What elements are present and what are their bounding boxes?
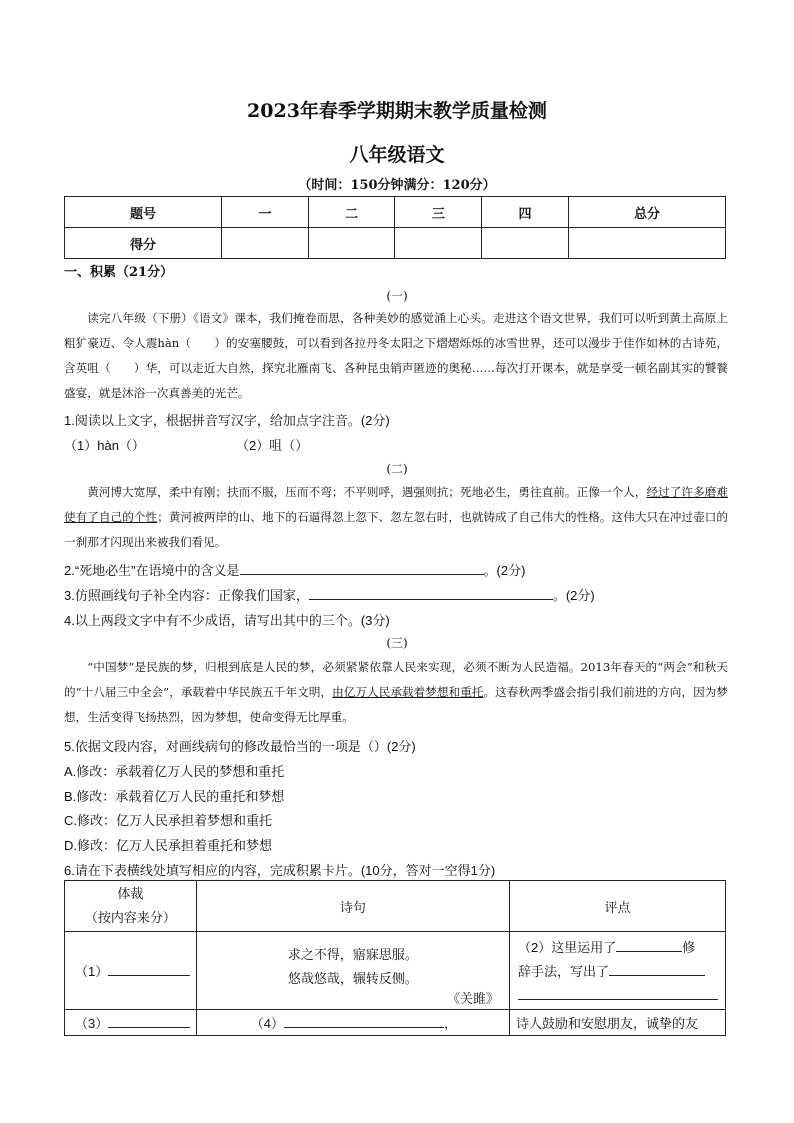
question-6: 6.请在下表横线处填写相应的内容，完成积累卡片。(10分，答对一空得1分)	[64, 863, 496, 878]
section-heading: 一、积累（21分）	[64, 265, 174, 280]
question-5: 5.依据文段内容，对画线病句的修改最恰当的一项是（）(2分)	[64, 739, 416, 754]
exam-title: 2023年春季学期期末教学质量检测	[247, 100, 547, 122]
part-tag: (一)	[386, 289, 408, 303]
poem-cell	[196, 932, 509, 1010]
blank-number: （4）	[250, 1016, 284, 1031]
passage-3-text: “中国梦”是民族的梦，归根到底是人民的梦，必须紧紧依靠人民来实现，必须不断为人民造福。2013年春天的“两会”和秋天的“十八届三中全会”，承载着中华民族五千年文明，	[64, 660, 728, 699]
answer-blank[interactable]	[309, 585, 553, 600]
exam-subtitle: 八年级语文	[349, 144, 445, 166]
score-cell: 题号	[65, 197, 222, 228]
answer-blank[interactable]	[108, 961, 190, 976]
poem-line: 悠哉悠哉，辗转反侧。	[287, 970, 418, 986]
option-b[interactable]: B.修改：承载着亿万人民的重托和梦想	[64, 789, 285, 804]
passage-2-text: 黄河博大宽厚，柔中有刚；扶而不服，压而不弯；不平则呼，遇强则抗；死地必生，勇往直前。正像一个人，	[87, 485, 647, 499]
comment-text: 辞手法，写出了	[518, 964, 610, 979]
underlined-sentence: 经过了许多磨难使有了自己的个性	[64, 485, 728, 524]
header-genre: 体裁	[117, 886, 144, 901]
score-cell: 总分	[568, 197, 725, 228]
genre-cell	[65, 1010, 197, 1036]
genre-cell	[65, 932, 197, 1010]
answer-blank[interactable]	[616, 937, 682, 952]
score-cell: 一	[222, 197, 309, 228]
question-1-part-a: （1）hàn（）	[64, 438, 145, 453]
comment-line	[518, 936, 724, 960]
poem-cell	[196, 1010, 509, 1036]
passage-2	[64, 480, 728, 555]
part-tag: (三)	[386, 636, 408, 650]
header-poem: 诗句	[196, 881, 509, 932]
comment-cell: 诗人鼓励和安慰朋友，诚挚的友	[510, 1010, 726, 1036]
question-3-text: 3.仿照画线句子补全内容：正像我们国家，	[64, 588, 309, 603]
passage-1: 读完八年级（下册）《语文》课本，我们掩卷而思，各种美妙的感觉涌上心头。走进这个语文世界，我们可以听到黄土高原上粗犷豪迈、令人震hàn（ ）的安塞腰鼓，可以看到各拉丹冬太阳之下熠熠烁烁的冰雪世界，还可以漫步于佳作如林的古诗苑，含英咀（ ）华，可以走近大自然，探究北雁南飞、各种昆虫销声匿迹的奥秘……每次打开课本，就是享受一顿名副其实的饕餮盛宴，就是沐浴一次真善美的光芒。	[64, 311, 728, 400]
header-genre-cell	[65, 881, 197, 932]
score-cell: 三	[395, 197, 482, 228]
part-tag: (二)	[386, 462, 408, 476]
comment-text: 修	[682, 940, 696, 955]
passage-3-text: 。这春秋两季盛会指引我们前进的方向，因为梦想，生活变得飞扬热烈，因为梦想，使命变得无比厚重。	[64, 685, 728, 724]
poem-source: 《关雎》	[447, 991, 500, 1006]
answer-blank[interactable]	[240, 560, 484, 575]
comment-line	[518, 960, 724, 984]
poem-line: 求之不得，寤寐思服。	[287, 946, 418, 962]
blank-number: （1）	[75, 964, 109, 979]
passage-2-text: ；黄河被两岸的山、地下的石逼得忽上忽下、忽左忽右时，也就铸成了自己伟大的性格。这伟大只在冲过壶口的一刹那才闪现出来被我们看见。	[64, 510, 728, 549]
accumulation-card-table	[64, 880, 726, 1036]
question-3	[64, 585, 595, 604]
question-2-score: 。(2分)	[483, 563, 526, 578]
score-input-cell[interactable]	[222, 228, 309, 259]
score-input-cell[interactable]	[308, 228, 395, 259]
question-1-part-b: （2）咀（）	[236, 438, 309, 453]
header-comment: 评点	[510, 881, 726, 932]
score-table-score-row	[65, 228, 726, 259]
score-input-cell[interactable]	[482, 228, 569, 259]
option-a[interactable]: A.修改：承载着亿万人民的梦想和重托	[64, 764, 285, 779]
answer-blank[interactable]	[108, 1013, 190, 1028]
question-2	[64, 560, 525, 579]
option-c[interactable]: C.修改：亿万人民承担着梦想和重托	[64, 813, 273, 828]
score-cell: 二	[308, 197, 395, 228]
answer-blank[interactable]	[609, 961, 705, 976]
score-cell: 四	[482, 197, 569, 228]
score-input-cell[interactable]	[568, 228, 725, 259]
question-2-text: 2.“死地必生”在语境中的含义是	[64, 563, 240, 578]
option-d[interactable]: D.修改：亿万人民承担着重托和梦想	[64, 838, 273, 853]
question-4: 4.以上两段文字中有不少成语，请写出其中的三个。(3分)	[64, 613, 390, 628]
card-row	[65, 1010, 726, 1036]
comment-text: （2）这里运用了	[518, 940, 617, 955]
card-header-row	[65, 881, 726, 932]
question-1: 1.阅读以上文字，根据拼音写汉字，给加点字注音。(2分)	[64, 413, 390, 428]
answer-blank[interactable]	[284, 1013, 444, 1028]
card-row	[65, 932, 726, 1010]
comment-line	[518, 984, 724, 1008]
header-genre-note: （按内容来分）	[84, 910, 176, 925]
underlined-sentence: 由亿万人民承载着梦想和重托	[332, 685, 484, 699]
time-info: （时间：150分钟满分：120分）	[298, 178, 496, 193]
score-input-cell[interactable]	[395, 228, 482, 259]
question-3-score: 。(2分)	[552, 588, 595, 603]
score-table	[64, 196, 726, 259]
comment-cell	[510, 932, 726, 1010]
passage-3	[64, 655, 728, 730]
poem-punct: ，	[443, 1016, 457, 1031]
score-row-label: 得分	[65, 228, 222, 259]
blank-number: （3）	[75, 1016, 109, 1031]
score-table-header-row	[65, 197, 726, 228]
answer-blank[interactable]	[518, 985, 718, 1000]
